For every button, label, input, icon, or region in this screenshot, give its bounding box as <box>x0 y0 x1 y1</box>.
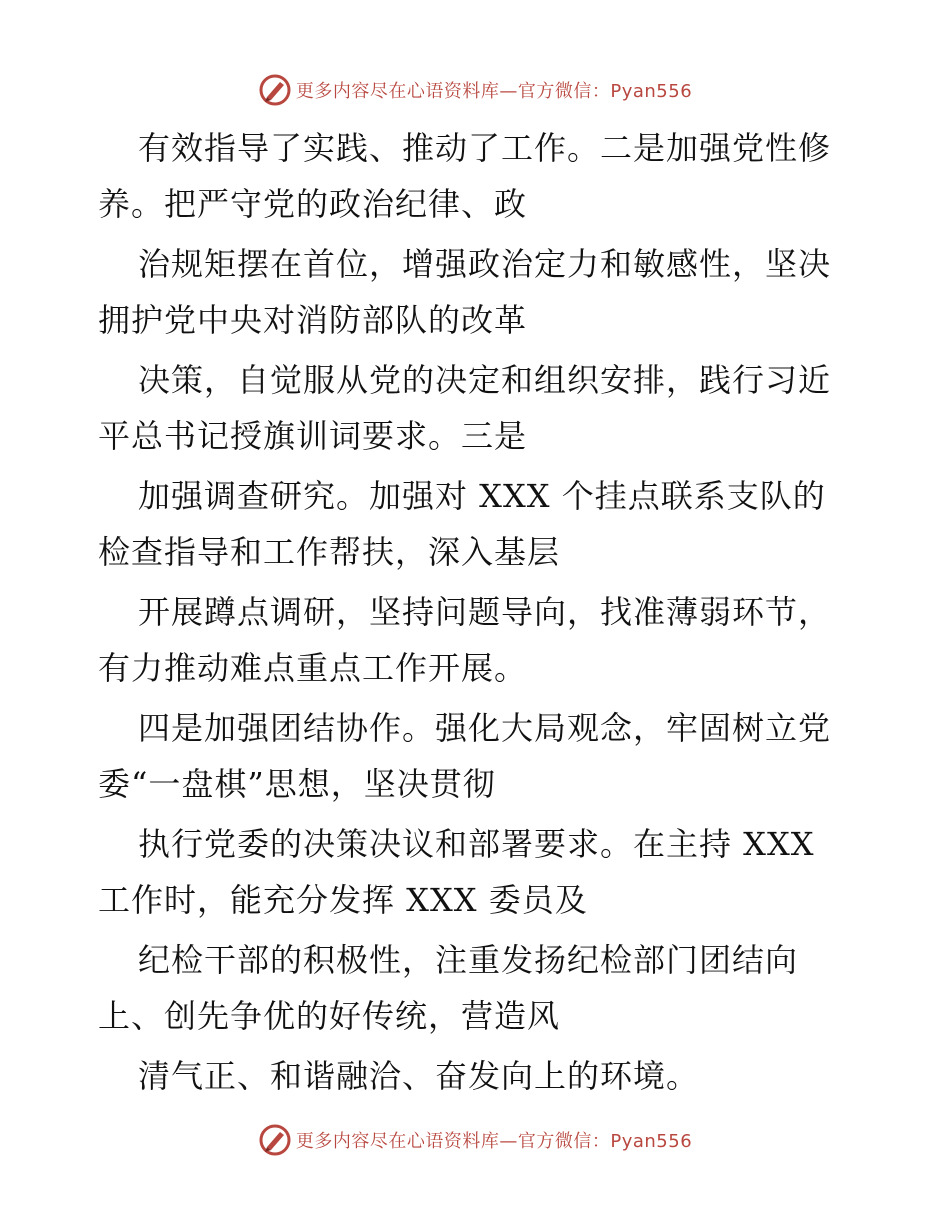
text-line: 检查指导和工作帮扶，深入基层 <box>98 533 561 571</box>
text-line: 执行党委的决策决议和部署要求。在主持 XXX <box>138 825 815 863</box>
text-line: 纪检干部的积极性，注重发扬纪检部门团结向 <box>138 941 799 979</box>
text-line: 加强调查研究。加强对 XXX 个挂点联系支队的 <box>138 477 826 515</box>
text-line: 工作时，能充分发挥 XXX 委员及 <box>98 881 588 919</box>
text-line: 上、创先争优的好传统，营造风 <box>98 997 561 1035</box>
pen-logo-icon <box>258 1123 292 1157</box>
text-line: 平总书记授旗训词要求。三是 <box>98 417 528 455</box>
footer-watermark-text: 更多内容尽在心语资料库—官方微信：Pyan556 <box>295 1131 693 1152</box>
text-line: 清气正、和谐融洽、奋发向上的环境。 <box>138 1057 700 1095</box>
pen-logo-icon <box>258 73 292 107</box>
header-watermark-text: 更多内容尽在心语资料库—官方微信：Pyan556 <box>295 81 693 102</box>
text-line: 有力推动难点重点工作开展。 <box>98 649 528 687</box>
text-line: 决策，自觉服从党的决定和组织安排，践行习近 <box>138 361 832 399</box>
text-line: 拥护党中央对消防部队的改革 <box>98 301 528 339</box>
text-line: 养。把严守党的政治纪律、政 <box>98 185 528 223</box>
text-line: 开展蹲点调研，坚持问题导向，找准薄弱环节， <box>138 593 832 631</box>
text-line: 委“一盘棋”思想，坚决贯彻 <box>98 765 496 803</box>
text-line: 治规矩摆在首位，增强政治定力和敏感性，坚决 <box>138 245 832 283</box>
footer-watermark-banner <box>0 1120 950 1160</box>
text-line: 四是加强团结协作。强化大局观念，牢固树立党 <box>138 709 832 747</box>
header-watermark-banner <box>0 70 950 110</box>
text-line: 有效指导了实践、推动了工作。二是加强党性修 <box>138 129 832 167</box>
